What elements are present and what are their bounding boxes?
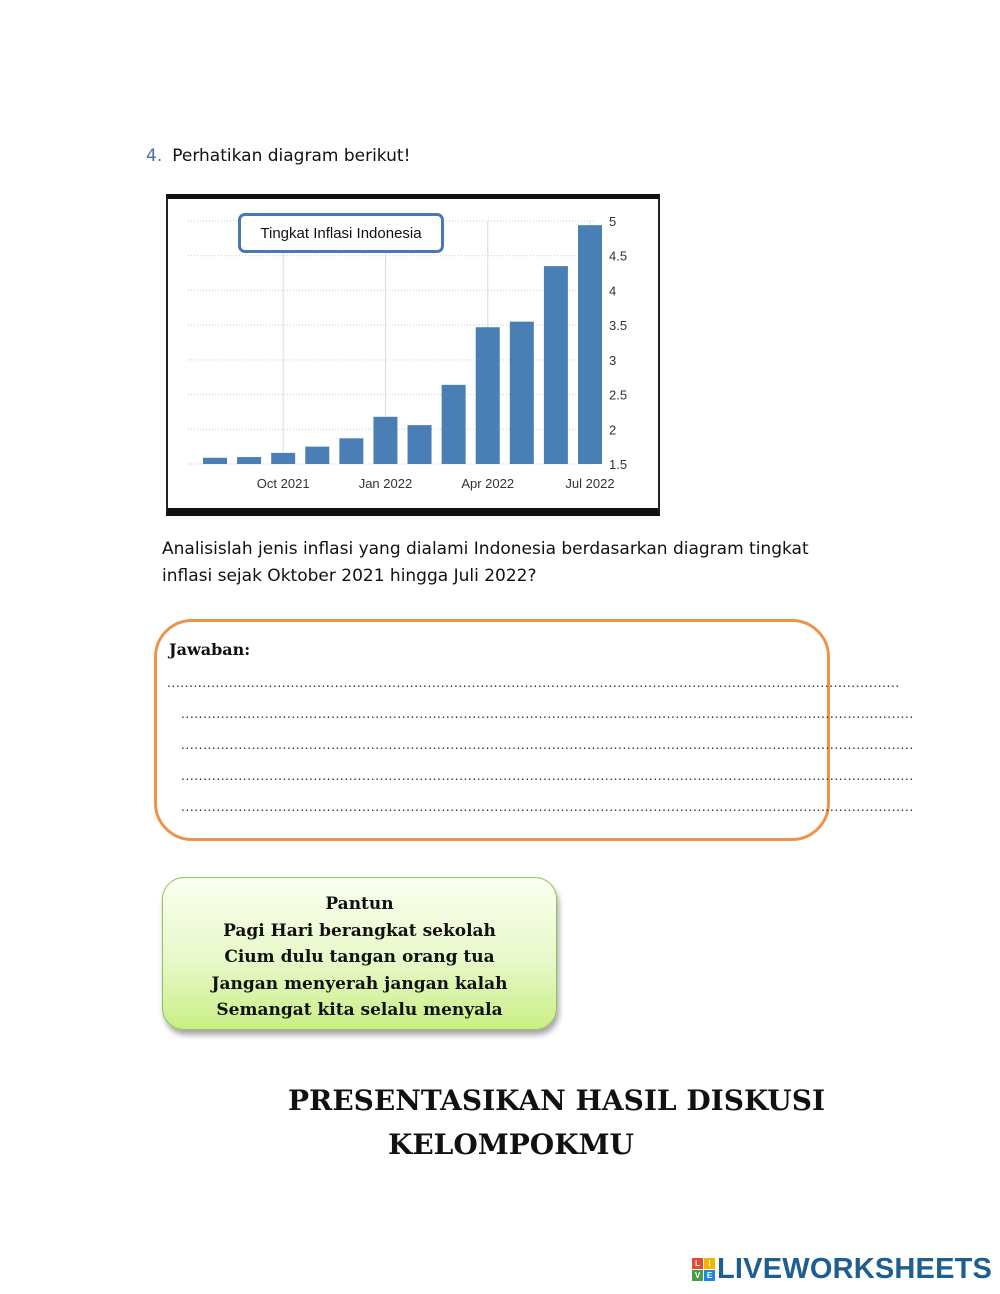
bar-jan-2022	[373, 417, 397, 464]
y-tick-label: 2.5	[609, 387, 628, 403]
bar-jul-2022	[578, 225, 602, 464]
pantun-line-2: Cium dulu tangan orang tua	[224, 947, 495, 967]
y-tick-label: 1.5	[609, 457, 628, 472]
closing-title-line-2: KELOMPOKMU	[388, 1128, 634, 1161]
y-tick-label: 2	[609, 422, 617, 438]
bar-may-2022	[510, 322, 534, 464]
bar-mar-2022	[442, 385, 466, 464]
y-tick-label: 3.5	[609, 318, 628, 334]
pantun-box	[162, 877, 557, 1030]
bar-apr-2022	[476, 327, 500, 464]
x-tick-label: Oct 2021	[256, 476, 310, 491]
pantun-title: Pantun	[325, 894, 394, 914]
question-header	[146, 146, 410, 166]
bar-nov-2021	[305, 447, 329, 464]
answer-line-2[interactable]: ......................................................................................................................................................................	[181, 707, 914, 721]
pantun-line-4: Semangat kita selalu menyala	[216, 1000, 503, 1020]
bar-aug-2021	[203, 458, 227, 464]
instruction-line-1: Analisislah jenis inflasi yang dialami Indonesia berdasarkan diagram tingkat	[162, 539, 809, 559]
logo-tile-e: E	[704, 1270, 715, 1281]
answer-line-1[interactable]: ......................................................................................................................................................................	[167, 676, 900, 690]
x-tick-label: Jan 2022	[358, 476, 413, 491]
bar-sep-2021	[237, 457, 261, 464]
answer-box	[154, 619, 914, 841]
instruction-line-2: inflasi sejak Oktober 2021 hingga Juli 2022?	[162, 566, 537, 586]
bar-jun-2022	[544, 266, 568, 464]
y-tick-label: 4	[609, 283, 617, 299]
y-tick-label: 4.5	[609, 248, 628, 264]
question-prompt: Perhatikan diagram berikut!	[172, 146, 411, 166]
chart-legend-label: Tingkat Inflasi Indonesia	[260, 224, 422, 242]
liveworksheets-wordmark: LIVEWORKSHEETS	[717, 1252, 993, 1285]
answer-line-4[interactable]: ......................................................................................................................................................................	[181, 769, 914, 783]
answer-line-5[interactable]: ......................................................................................................................................................................	[181, 800, 914, 814]
inflation-chart	[166, 194, 660, 516]
instruction-text	[162, 536, 882, 590]
pantun-line-1: Pagi Hari berangkat sekolah	[223, 920, 496, 941]
x-tick-label: Jul 2022	[565, 476, 615, 491]
closing-title-line-1: PRESENTASIKAN HASIL DISKUSI	[288, 1084, 826, 1117]
bar-feb-2022	[408, 425, 432, 464]
answer-label: Jawaban:	[169, 640, 251, 659]
liveworksheets-logo[interactable]	[692, 1252, 992, 1286]
logo-tile-v: V	[692, 1270, 703, 1281]
y-tick-label: 5	[609, 214, 617, 229]
liveworksheets-logo-icon	[692, 1258, 715, 1281]
bar-dec-2021	[339, 438, 363, 464]
logo-tile-l: L	[692, 1258, 703, 1269]
chart-legend	[238, 213, 444, 253]
y-tick-label: 3	[609, 352, 617, 368]
question-number: 4.	[146, 146, 163, 166]
x-tick-label: Apr 2022	[461, 476, 515, 491]
pantun-line-3: Jangan menyerah jangan kalah	[211, 973, 508, 994]
answer-line-3[interactable]: ......................................................................................................................................................................	[181, 738, 914, 752]
bar-oct-2021	[271, 453, 295, 464]
logo-tile-i: I	[704, 1258, 715, 1269]
